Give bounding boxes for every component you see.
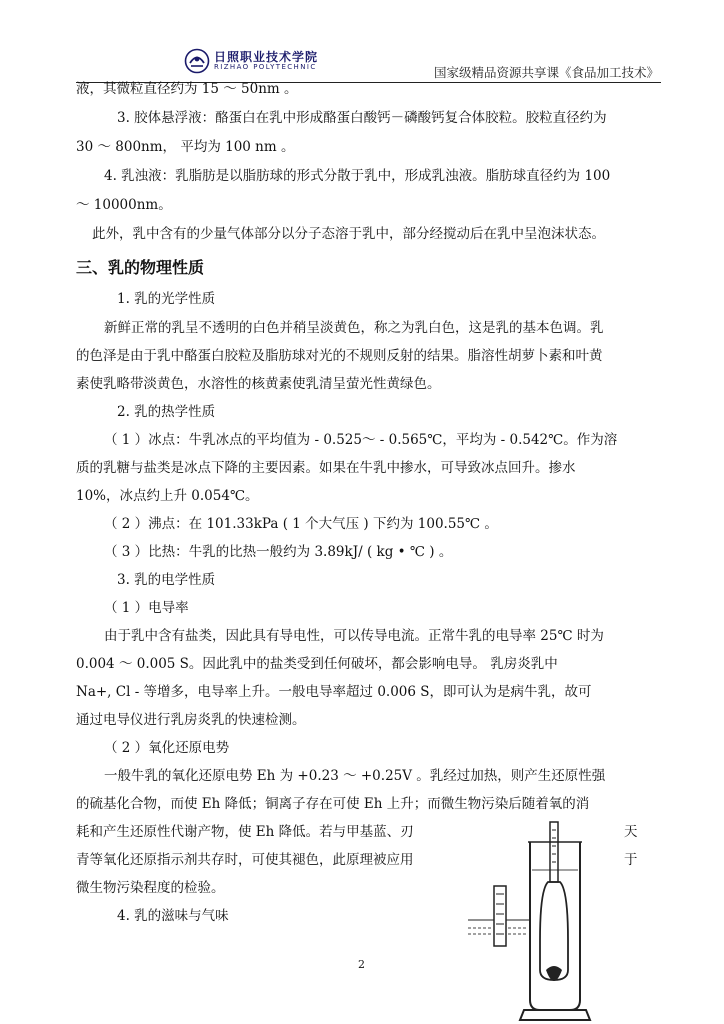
page-header: [76, 44, 661, 84]
text-line: 此外，乳中含有的少量气体部分以分子态溶于乳中，部分经搅动后在乳中呈泡沫状态。: [92, 226, 605, 242]
text-line: 10%，冰点约上升 0.054℃。: [76, 488, 259, 504]
text-line: 30 ～ 800nm， 平均为 100 nm 。: [76, 139, 295, 155]
course-title: 国家级精品资源共享课《食品加工技术》: [433, 65, 659, 80]
school-logo: [184, 48, 384, 74]
text-line: 0.004 ～ 0.005 S。因此乳中的盐类受到任何破坏，都会影响电导。 乳房炎乳中: [76, 656, 558, 672]
text-line: 的色泽是由于乳中酪蛋白胶粒及脂肪球对光的不规则反射的结果。脂溶性胡萝卜素和叶黄: [76, 348, 603, 364]
text-line: （ 2 ）沸点：在 101.33kPa ( 1 个大气压 ) 下约为 100.55℃ 。: [104, 516, 498, 532]
text-line: 耗和产生还原性代谢产物，使 Eh 降低。若与甲基蓝、刃: [76, 824, 414, 840]
text-line: （ 1 ）冰点：牛乳冰点的平均值为 - 0.525～ - 0.565℃，平均为 - 0.542℃。作为溶: [104, 432, 618, 448]
text-line: 青等氧化还原指示剂共存时，可使其褪色，此原理被应用: [76, 852, 414, 868]
subsection-heading: 1. 乳的光学性质: [117, 291, 216, 307]
text-line: 4. 乳浊液：乳脂肪是以脂肪球的形式分散于乳中，形成乳浊液。脂肪球直径约为 100: [104, 168, 611, 184]
text-line: （ 2 ）氧化还原电势: [104, 740, 230, 756]
text-line-fragment: 天: [624, 824, 638, 840]
text-line: 微生物污染程度的检验。: [76, 880, 225, 896]
school-name-en: RIZHAO POLYTECHNIC: [214, 63, 317, 71]
text-line-fragment: 于: [624, 852, 638, 868]
text-line: 液，其微粒直径约为 15 ～ 50nm 。: [76, 81, 298, 97]
school-emblem-icon: [184, 48, 210, 74]
text-line: 新鲜正常的乳呈不透明的白色并稍呈淡黄色，称之为乳白色，这是乳的基本色调。乳: [104, 320, 604, 336]
subsection-heading: 2. 乳的热学性质: [117, 404, 216, 420]
subsection-heading: 3. 乳的电学性质: [117, 572, 216, 588]
subsection-heading: 4. 乳的滋味与气味: [117, 908, 229, 924]
text-line: 素使乳略带淡黄色，水溶性的核黄素使乳清呈萤光性黄绿色。: [76, 376, 441, 392]
text-line: Na+, Cl - 等增多，电导率上升。一般电导率超过 0.006 S，即可认为是病牛乳，故可: [76, 684, 592, 700]
text-line: 通过电导仪进行乳房炎乳的快速检测。: [76, 712, 306, 728]
text-line: （ 1 ）电导率: [104, 600, 189, 616]
text-line: 3. 胶体悬浮液：酪蛋白在乳中形成酪蛋白酸钙－磷酸钙复合体胶粒。胶粒直径约为: [117, 110, 607, 126]
text-line: 由于乳中含有盐类，因此具有导电性，可以传导电流。正常牛乳的电导率 25℃ 时为: [104, 628, 604, 644]
page-number: 2: [358, 958, 365, 971]
text-line: 一般牛乳的氧化还原电势 Eh 为 +0.23 ～ +0.25V 。乳经过加热，则产生还原性强: [104, 768, 606, 784]
text-line: 的硫基化合物，而使 Eh 降低；铜离子存在可使 Eh 上升；而微生物污染后随着氧的消: [76, 796, 590, 812]
text-line: ～ 10000nm。: [76, 197, 172, 213]
section-heading: 三、乳的物理性质: [76, 258, 205, 277]
school-name-cn: 日照职业技术学院: [214, 50, 319, 64]
text-line: （ 3 ）比热：牛乳的比热一般约为 3.89kJ/ ( kg • ℃ ) 。: [104, 544, 453, 560]
text-line: 质的乳糖与盐类是冰点下降的主要因素。如果在牛乳中掺水，可导致冰点回升。掺水: [76, 460, 576, 476]
lactometer-figure: [462, 820, 612, 1024]
